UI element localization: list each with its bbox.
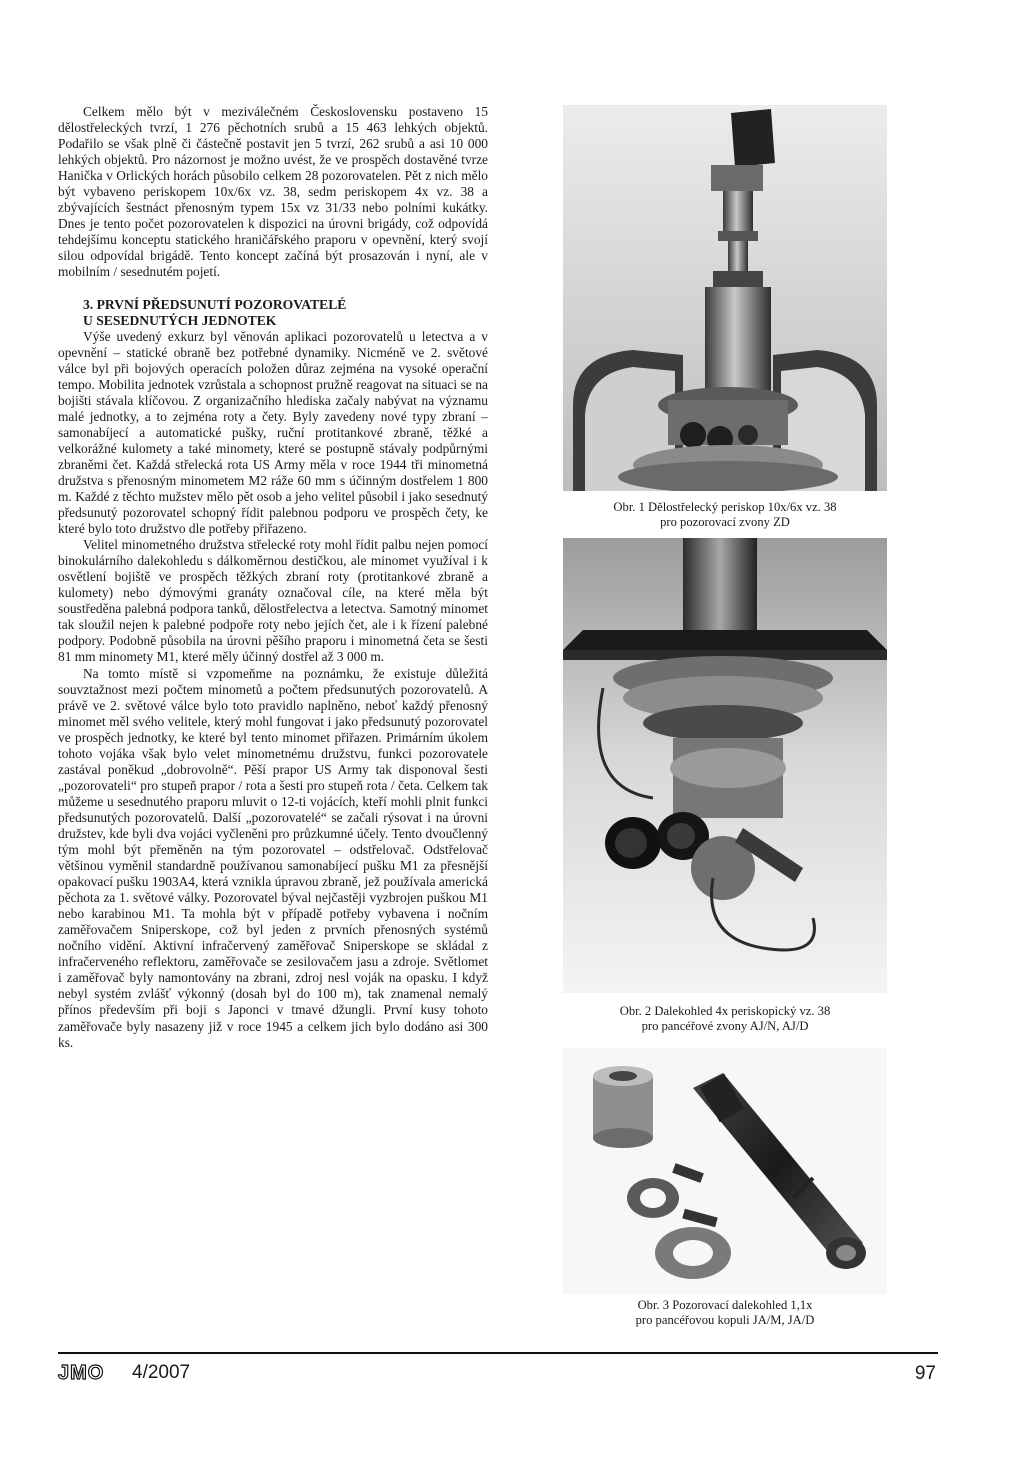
figure-2-caption — [563, 1004, 887, 1034]
paragraph-2: Velitel minometného družstva střelecké roty mohl řídit palbu nejen pomocí binokulárního dalekohledu s dálkoměrnou destičkou, ale minomet využíval i k osvětlení bojiště ve prospěch těžkých zbraní roty (protitankové zbraně a kulomety) nebo dýmovými granáty označoval cíle, na které měla být soustředěna palebná podpora tanků, dělostřelectva a letectva. Samotný minomet tak sloužil nejen k palebné podpoře roty nebo jejích čet, ale i k řízení palebné podpory. Podobně působila na úrovni pěšího praporu i minometná četa se šesti 81 mm minomety M1, které měly účinný dostřel až 3 000 m. — [58, 537, 488, 665]
figure-3-caption-line1: Obr. 3 Pozorovací dalekohled 1,1x — [637, 1298, 813, 1312]
figure-1-caption — [563, 500, 887, 530]
figure-3-caption — [563, 1298, 887, 1328]
paragraph-3: Na tomto místě si vzpomeňme na poznámku, že existuje důležitá souvztažnost mezi počtem minometů a počtem předsunutých pozorovatelů. A právě ve 2. světové válce bylo toto pravidlo naplněno, neboť každý přenosný minomet měl svého velitele, který mohl fungovat i jako předsunutý pozorovatel ve prospěch jednotky, ke které byl tento minomet přiřazen. Primárním úkolem tohoto vojáka však bylo velet minometnému družstvu, funkci pozorovatele zastával poněkud „dobrovolně“. Pěší prapor US Army tak disponoval šesti „pozorovateli“ pro stupeň prapor / rota a šesti pro stupeň rota / četa. Celkem tak můžeme u sesednutého praporu mluvit o 12-ti vojácích, kteří mohli plnit funkci předsunutých pozorovatelů. Další „pozorovatelé“ se začali rýsovat i na úrovni družstev, kde byli dva vojáci vyčleněni pro průzkumné účely. Tento dvoučlenný tým mohl být přeměněn na tým pozorovatel – odstřelovač. Odstřelovač většinou vyměnil standardně používanou samonabíjecí pušku M1 za přesnější opakovací pušku 1903A4, která vznikla úpravou zbraně, jež používala americká pěchota za 1. světové války. Pozorovatel býval nejčastěji vyzbrojen puškou M1 nebo karabinou M1. Ta mohla být v případě potřeby vybavena i nočním zaměřovačem Sniperskope, což byl jeden z prvních přenosných systémů nočního vidění. Aktivní infračervený zaměřovač Sniperskope se skládal z infračerveného reflektoru, zaměřovače se zesilovačem jasu a zdroje. Světlomet i zaměřovač byly namontovány na zbrani, zdroj nesl voják na opasku. I když nebyl systém zvlášť výkonný (dosah byl do 100 m), tak znamenal nemalý přínos především při boji s Japonci v tmavé džungli. První kusy tohoto zaměřovače byly nasazeny již v roce 1945 a celkem jich bylo dodáno asi 300 ks. — [58, 665, 488, 1050]
page-number: 97 — [914, 1363, 936, 1384]
paragraph-1: Výše uvedený exkurz byl věnován aplikaci pozorovatelů u letectva a v opevnění – statické obraně bez potřebné dynamiky. Nicméně ve 2. světové válce byl při bojových operacích položen důraz zejména na vysoké operační tempo. Mobilita jednotek vzrůstala a schopnost pružně reagovat na situaci se na bojišti stávala klíčovou. Z organizačního hlediska začaly nabývat na významu malé jednotky, a to zejména roty a čety. Byly zavedeny nové typy zbraní – samonabíjecí a automatické pušky, ruční protitankové zbraně, těžké a velkorážné kulomety a také minomety, které se postupně stávaly podpůrnými zbraněmi čet. Každá střelecká rota US Army měla v roce 1944 tři minometná družstva s přenosným minometem M2 ráže 60 mm s účinným dostřelem 1 800 m. Každé z těchto mužstev mělo pět osob a jeho velitel působil i jako sesednutý předsunutý pozorovatel schopný řídit palebnou podporu ve prospěch čety, ke které bylo toto družstvo dle potřeby přiřazeno. — [58, 328, 488, 537]
figure-3-caption-line2: pro pancéřovou kopuli JA/M, JA/D — [635, 1313, 815, 1327]
figure-2-photo — [563, 538, 887, 993]
issue-number: 4/2007 — [132, 1362, 191, 1383]
figure-1-photo — [563, 105, 887, 491]
figure-2-caption-line1: Obr. 2 Dalekohled 4x periskopický vz. 38 — [619, 1004, 831, 1018]
figure-2-caption-line2: pro pancéřové zvony AJ/N, AJ/D — [641, 1019, 809, 1033]
article-text-column — [58, 104, 488, 1051]
figure-1-caption-line1: Obr. 1 Dělostřelecký periskop 10x/6x vz. 38 — [613, 500, 837, 514]
section-heading-line2: U SESEDNUTÝCH JEDNOTEK — [83, 312, 277, 328]
section-heading-line1: 3. PRVNÍ PŘEDSUNUTÍ POZOROVATELÉ — [83, 296, 347, 312]
figure-3-photo — [563, 1048, 887, 1294]
intro-paragraph: Celkem mělo být v meziválečném Československu postaveno 15 dělostřeleckých tvrzí, 1 276 pěchotních srubů a 15 463 lehkých objektů. Podařilo se však plně či částečně postavit jen 5 tvrzí, 262 srubů a asi 10 000 lehkých objektů. Pro názornost je možno uvést, že ve prospěch dostavěné tvrze Hanička v Orlických horách působilo celkem 28 pozorovatelen. Pět z nich mělo být vybaveno periskopem 10x/6x vz. 38, sedm periskopem 4x vz. 38 a zbývajících šestnáct přenosným typem 15x vz 31/33 nebo polními kukátky. Dnes je tento počet pozorovatelen k dispozici na úrovni brigády, což odpovídá tehdejšímu konceptu statického hraničářského praporu v opevnění, který svojí silou odpovídal brigádě. Tento koncept začíná být prosazován i nyní, ale v mobilním / sesednutém pojetí. — [58, 104, 488, 280]
footer-rule — [58, 1352, 938, 1354]
figure-1-caption-line2: pro pozorovací zvony ZD — [660, 515, 790, 529]
journal-logo: JMO — [58, 1362, 105, 1384]
